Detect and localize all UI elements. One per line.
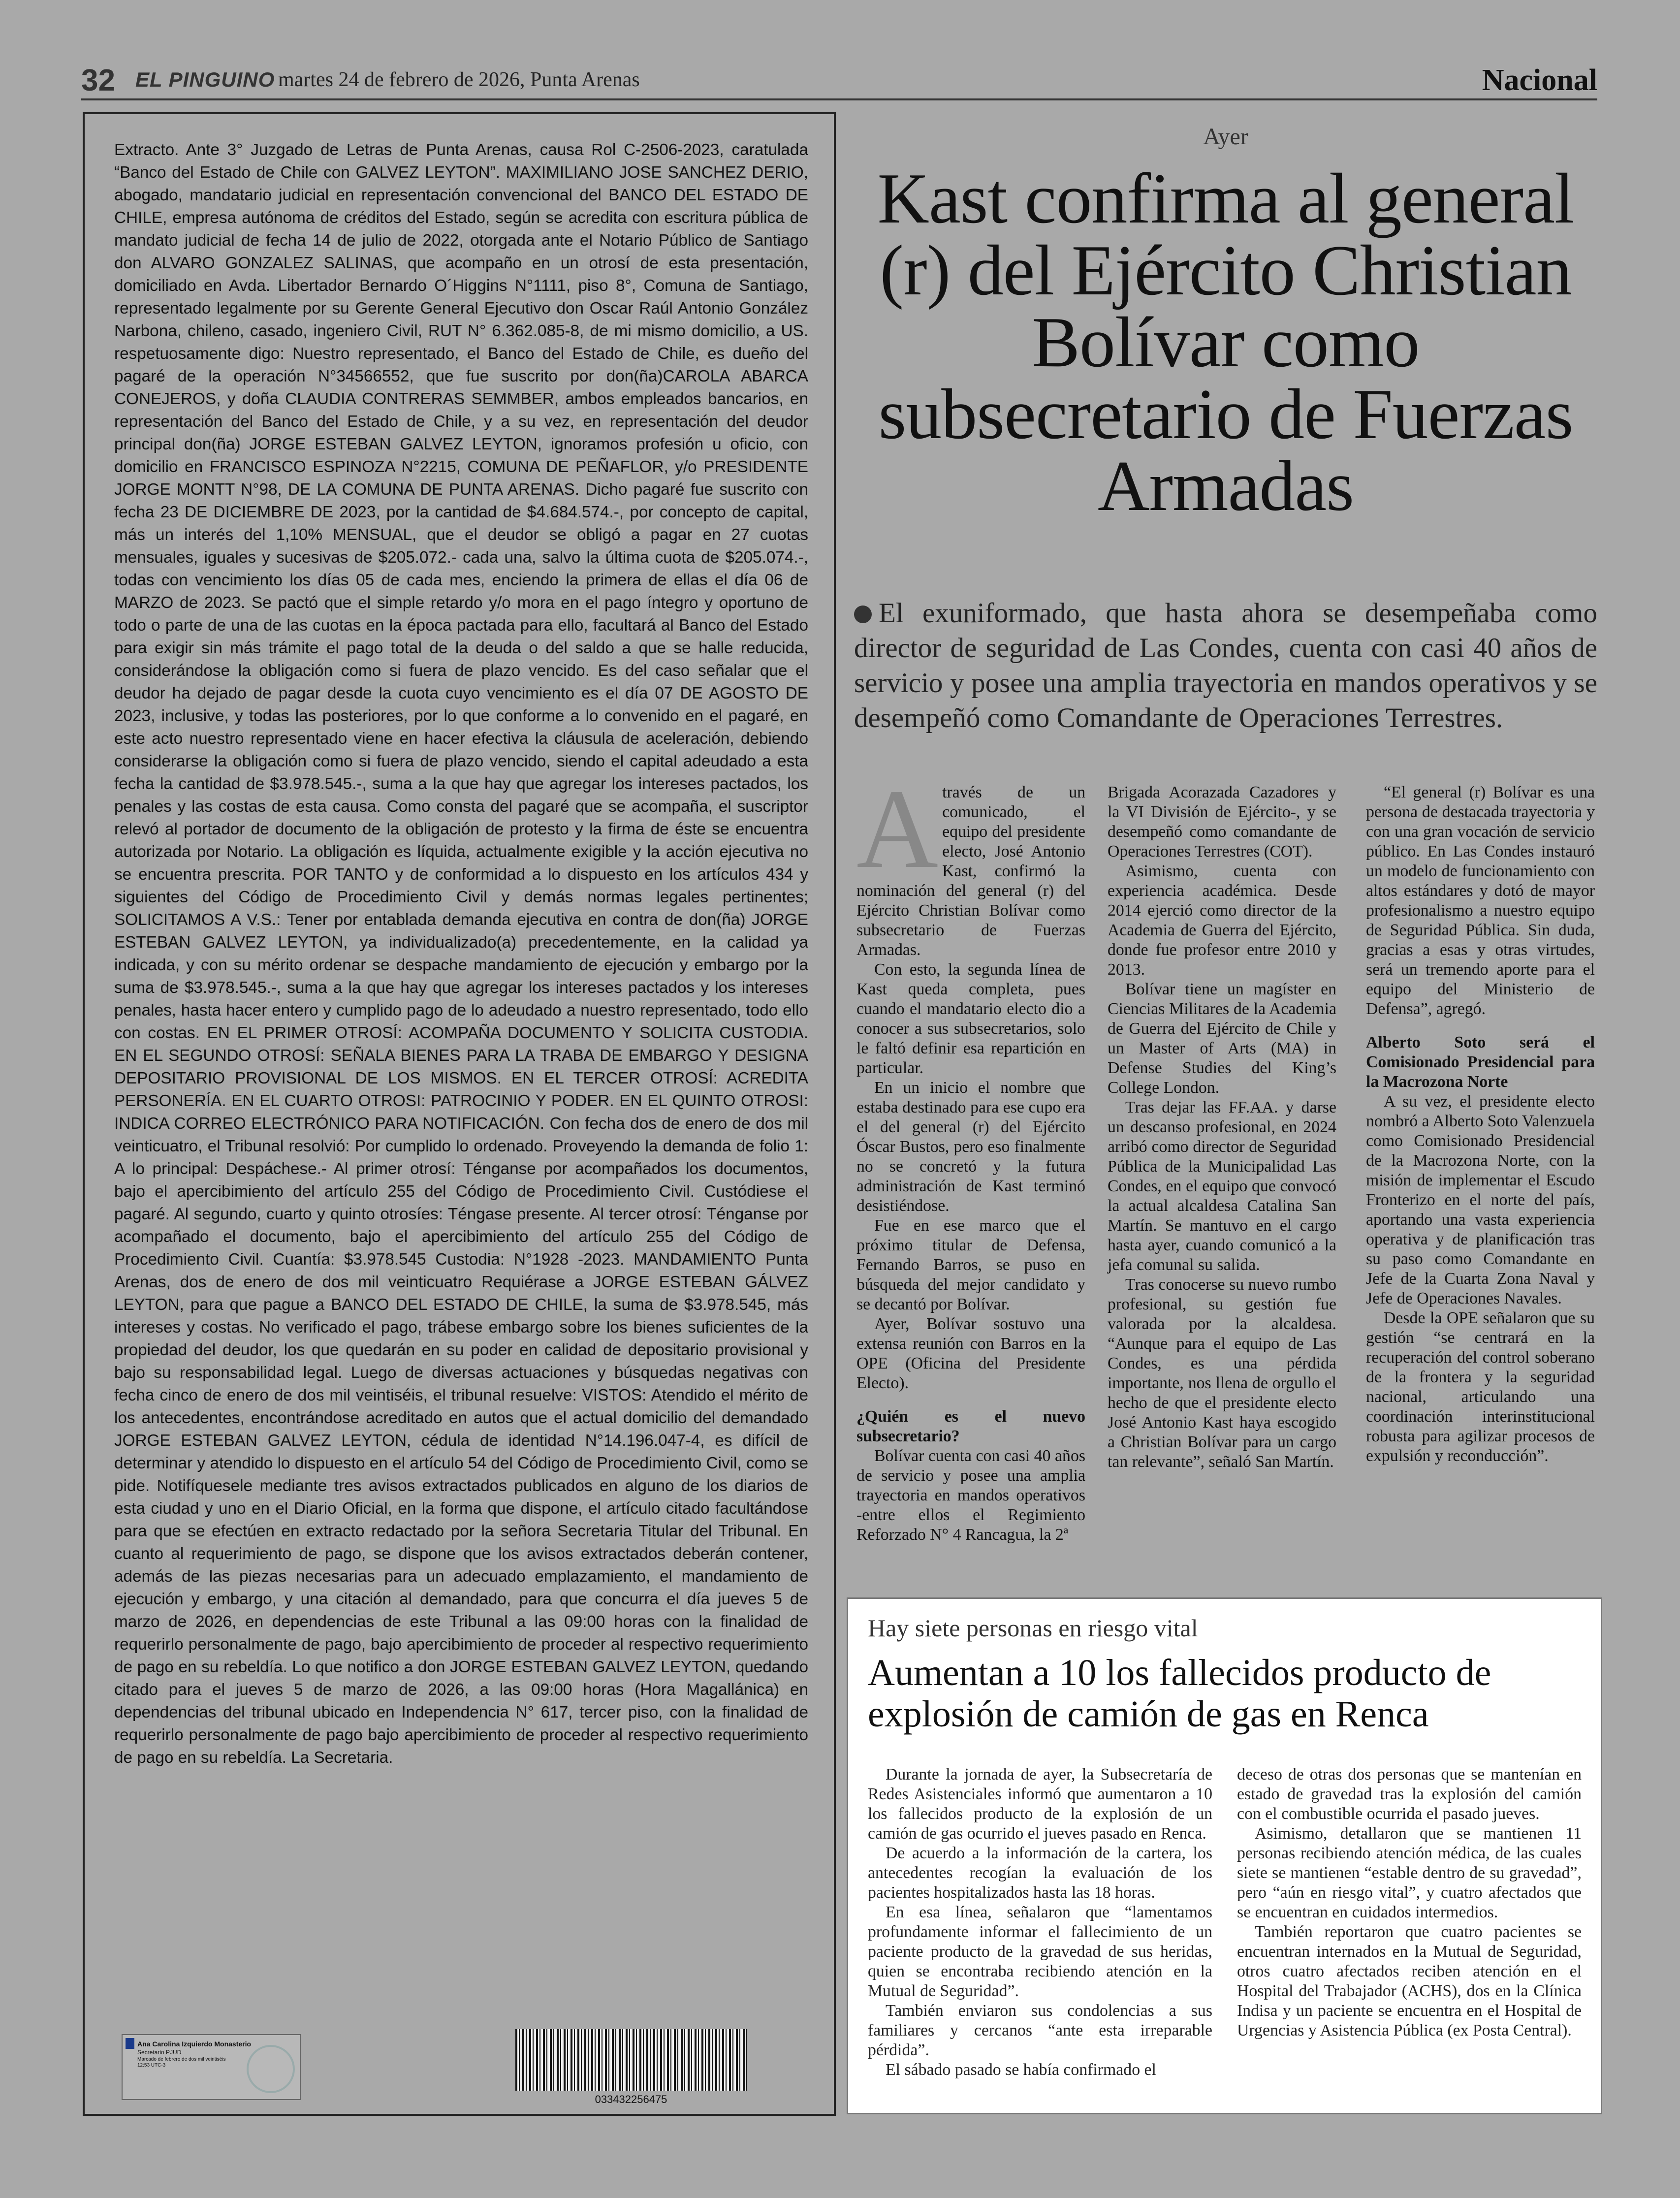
paragraph: Fue en ese marco que el próximo titular de Defensa, Fernando Barros, se puso en búsqueda del mejor candidato y se decantó por Bolívar.	[856, 1216, 1085, 1313]
dateline: martes 24 de febrero de 2026, Punta Arenas	[278, 68, 640, 91]
lock-seal-icon	[247, 2045, 295, 2093]
subheading: ¿Quién es el nuevo subsecretario?	[856, 1407, 1085, 1445]
article-column-3	[1366, 783, 1595, 1466]
legal-notice	[83, 112, 836, 2116]
article-column-1	[856, 766, 1085, 1545]
paragraph: Asimismo, cuenta con experiencia académica. Desde 2014 ejerció como director de la Academia de Guerra del Ejército, donde fue profesor entre 2010 y 2013.	[1108, 862, 1336, 979]
paragraph: “El general (r) Bolívar es una persona de destacada trayectoria y con una gran vocación de servicio público. En Las Condes instauró un modelo de funcionamiento con altos estándares y dotó de mayor profesionalismo a nuestro equipo de Seguridad Pública. Sin duda, gracias a esas y otras virtudes, será un tremendo aporte para el equipo del Ministerio de Defensa”, agregó.	[1366, 783, 1595, 1018]
secondary-kicker: Hay siete personas en riesgo vital	[868, 1614, 1198, 1642]
paragraph: A su vez, el presidente electo nombró a Alberto Soto Valenzuela como Comisionado Presidencial de la Macrozona Norte, con la misión de implementar el Escudo Fronterizo en el norte del país, aportando una vasta experiencia operativa y de planificación tras su paso como Comandante en Jefe de la Cuarta Zona Naval y Jefe de Operaciones Navales.	[1366, 1092, 1595, 1307]
secondary-headline: Aumentan a 10 los fallecidos producto de explosión de camión de gas en Renca	[868, 1652, 1491, 1735]
page-header	[81, 63, 1597, 102]
paragraph: El sábado pasado se había confirmado el	[886, 2061, 1156, 2079]
paragraph: Durante la jornada de ayer, la Subsecretaría de Redes Asistenciales informó que aumentaron a 10 los fallecidos producto de la explosión de un camión de gas ocurrido el jueves pasado en Renca.	[868, 1765, 1212, 1843]
newspaper-name: EL PINGUINO	[135, 68, 275, 91]
drop-cap: A	[856, 766, 939, 892]
barcode	[515, 2029, 747, 2091]
paragraph: Bolívar cuenta con casi 40 años de servicio y posee una amplia trayectoria en mandos operativos -entre ellos el Regimiento Reforzado N° 4 Rancagua, la 2ª	[856, 1447, 1085, 1544]
barcode-number: 033432256475	[595, 2093, 667, 2105]
page-number: 32	[81, 64, 115, 97]
secondary-column-2	[1237, 1765, 1582, 2040]
secondary-article	[847, 1597, 1602, 2114]
article-column-2	[1108, 783, 1336, 1472]
paragraph: Bolívar tiene un magíster en Ciencias Militares de la Academia de Guerra del Ejército de Chile y un Master of Arts (MA) in Defense Studies del King’s College London.	[1108, 980, 1336, 1097]
subheading: Alberto Soto será el Comisionado Presidencial para la Macrozona Norte	[1366, 1033, 1595, 1091]
paragraph: Desde la OPE señalaron que su gestión “se centrará en la recuperación del control soberano de la frontera y la seguridad nacional, articulando una coordinación interinstitucional robusta para agilizar procesos de expulsión y reconducción”.	[1366, 1309, 1595, 1465]
article-headline: Kast confirma al general (r) del Ejército Christian Bolívar como subsecretario de Fuerzas Armadas	[877, 159, 1574, 526]
paragraph: Tras dejar las FF.AA. y darse un descanso profesional, en 2024 arribó como director de Seguridad Pública de la Municipalidad Las Condes, en el equipo que convocó la actual alcaldesa Catalina San Martín. Se mantuvo en el cargo hasta ayer, cuando comunicó a la jefa comunal su salida.	[1108, 1098, 1336, 1274]
electronic-signature	[122, 2034, 301, 2100]
paragraph: En un inicio el nombre que estaba destinado para ese cupo era el del general (r) del Ejército Óscar Bustos, pero eso finalmente no se concretó y la futura administración de Kast terminó desistiéndose.	[856, 1079, 1085, 1215]
flag-icon	[126, 2038, 134, 2049]
paragraph: De acuerdo a la información de la cartera, los antecedentes recogían la evaluación de los pacientes hospitalizados hasta las 18 horas.	[868, 1844, 1212, 1902]
paragraph: Asimismo, detallaron que se mantienen 11 personas recibiendo atención médica, de las cuales siete se mantienen “estable dentro de su gravedad”, pero “aún en riesgo vital”, y cuatro afectados que se encuentran en cuidados intermedios.	[1237, 1824, 1582, 1921]
paragraph: También reportaron que cuatro pacientes se encuentran internados en la Mutual de Seguridad, otros cuatro afectados reciben atención en el Hospital del Trabajador (ACHS), dos en la Clínica Indisa y un paciente se encuentra en el Hospital de Urgencias y Asistencia Pública (ex Posta Central).	[1237, 1923, 1582, 2039]
article-kicker: Ayer	[1203, 124, 1248, 150]
paragraph: Ayer, Bolívar sostuvo una extensa reunión con Barros en la OPE (Oficina del Presidente Electo).	[856, 1315, 1085, 1392]
paragraph: través de un comunicado, el equipo del presidente electo, José Antonio Kast, confirmó la nominación del general (r) del Ejército Christian Bolívar como subsecretario de Fuerzas Armadas.	[856, 783, 1085, 959]
paragraph: También enviaron sus condolencias a sus familiares y cercanos “ante esta irreparable pérdida”.	[868, 2002, 1212, 2059]
paragraph: deceso de otras dos personas que se mantenían en estado de gravedad tras la explosión del camión con el combustible ocurrida el pasado jueves.	[1237, 1765, 1582, 1823]
secondary-column-1	[868, 1765, 1212, 2080]
signature-name: Ana Carolina Izquierdo Monasterio	[137, 2040, 252, 2048]
bullet-icon	[854, 605, 872, 623]
signature-role: Secretario PJUD	[137, 2049, 182, 2056]
header-rule	[81, 98, 1597, 100]
section-name: Nacional	[1482, 64, 1597, 97]
paragraph: Tras conocerse su nuevo rumbo profesional, su gestión fue valorada por la alcaldesa. “Aunque para el equipo de Las Condes, es una pérdida importante, nos llena de orgullo el hecho de que el presidente electo José Antonio Kast haya escogido a Christian Bolívar para un cargo tan relevante”, señaló San Martín.	[1108, 1275, 1336, 1471]
legal-notice-text: Extracto. Ante 3° Juzgado de Letras de Punta Arenas, causa Rol C-2506-2023, caratulada “Banco del Estado de Chile con GALVEZ LEYTON”. MAXIMILIANO JOSE SANCHEZ DERIO, abogado, mandatario judicial en representación convencional del BANCO DEL ESTADO DE CHILE, empresa autónoma de créditos del Estado, según se acredita con escritura pública de mandato judicial de fecha 14 de julio de 2022, otorgada ante el Notario Público de Santiago don ALVARO GONZALEZ SALINAS, que acompaño en un otrosí de esta presentación, domiciliado en Avda. Libertador Bernardo O´Higgins N°1111, piso 8°, Comuna de Santiago, representado legalmente por su Gerente General Ejecutivo don Oscar Raúl Antonio González Narbona, chileno, casado, ingeniero Civil, RUT N° 6.362.085-8, de mi mismo domicilio, a US. respetuosamente digo: Nuestro representado, el Banco del Estado de Chile, es dueño del pagaré de la operación N°34566552, que fue suscrito por don(ña)CAROLA ABARCA CONEJEROS, y doña CLAUDIA CONTRERAS SEMMBER, ambos empleados bancarios, en representación del Banco del Estado de Chile, y a su vez, en representación del deudor principal don(ña) JORGE ESTEBAN GALVEZ LEYTON, ignoramos profesión u oficio, con domicilio en FRANCISCO ESPINOZA N°2215, COMUNA DE PEÑAFLOR, y/o PRESIDENTE JORGE MONTT N°98, DE LA COMUNA DE PUNTA ARENAS. Dicho pagaré fue suscrito con fecha 23 DE DICIEMBRE DE 2023, por la cantidad de $4.684.574.-, por concepto de capital, más un interés del 1,10% MENSUAL, que el deudor se obligó a pagar en 27 cuotas mensuales, iguales y sucesivas de $205.072.- cada una, salvo la última cuota de $205.074.-, todas con vencimiento los días 05 de cada mes, enciendo la primera de ellas el día 06 de MARZO de 2023. Se pactó que el simple retardo y/o mora en el pago íntegro y oportuno de todo o parte de una de las cuotas en la época pactada para ello, facultará al Banco del Estado para exigir sin más trámite el pago total de la deuda o del saldo a que se halle reducida, considerándose la obligación como si fuera de plazo vencido. Es del caso señalar que el deudor ha dejado de pagar desde la cuota cuyo vencimiento es el día 07 DE AGOSTO DE 2023, inclusive, y todas las posteriores, por lo que conforme a lo convenido en el pagaré, en este acto nuestro representado viene en hacer efectiva la cláusula de aceleración, debiendo considerarse la obligación como si fuera de plazo vencido, siendo el capital adeudado a esta fecha la cantidad de $3.978.545.-, suma a la que hay que agregar los intereses pactados, los penales y las costas de esta causa. Como consta del pagaré que se acompaña, el suscriptor relevó al portador de documento de la obligación de protesto y la firma de éste se encuentra autorizada por Notario. La obligación es líquida, actualmente exigible y la acción ejecutiva no se encuentra prescrita. POR TANTO y de conformidad a lo dispuesto en los artículos 434 y siguientes del Código de Procedimiento Civil y demás normas legales pertinentes; SOLICITAMOS A V.S.: Tener por entablada demanda ejecutiva en contra de don(ña) JORGE ESTEBAN GALVEZ LEYTON, ya individualizado(a) precedentemente, en la calidad ya indicada, y con su mérito ordenar se despache mandamiento de ejecución y embargo por la suma de $3.978.545.-, suma a la que hay que agregar los intereses pactados y los intereses penales, hasta hacer entero y cumplido pago de lo adeudado a nuestro representado, todo ello con costas. EN EL PRIMER OTROSÍ: ACOMPAÑA DOCUMENTO Y SOLICITA CUSTODIA. EN EL SEGUNDO OTROSÍ: SEÑALA BIENES PARA LA TRABA DE EMBARGO Y DESIGNA DEPOSITARIO PROVISIONAL DE LOS MISMOS. EN EL TERCER OTROSÍ: ACREDITA PERSONERÍA. EN EL CUARTO OTROSI: PATROCINIO Y PODER. EN EL QUINTO OTROSI: INDICA CORREO ELECTRÓNICO PARA NOTIFICACIÓN. Con fecha dos de enero de dos mil veinticuatro, el Tribunal resolvió: Por cumplido lo ordenado. Proveyendo la demanda de folio 1: A lo principal: Despáchese.- Al primer otrosí: Ténganse por acompañados los documentos, bajo el apercibimiento del artículo 255 del Código de Procedimiento Civil. Custódiese el pagaré. Al segundo, cuarto y quinto otrosíes: Téngase presente. Al tercer otrosí: Ténganse por acompañado el documento, bajo el apercibimiento del artículo 255 del Código de Procedimiento Civil. Cuantía: $3.978.545 Custodia: N°1928 -2023. MANDAMIENTO Punta Arenas, dos de enero de dos mil veinticuatro Requiérase a JORGE ESTEBAN GÁLVEZ LEYTON, para que pague a BANCO DEL ESTADO DE CHILE, la suma de $3.978.545, más intereses y costas. No verificado el pago, trábese embargo sobre los bienes suficientes de la propiedad del deudor, los que quedarán en su poder en calidad de depositario provisional y bajo su responsabilidad legal. Luego de diversas actuaciones y búsquedas negativas con fecha cinco de enero de dos mil veintiséis, el tribunal resuelve: VISTOS: Atendido el mérito de los antecedentes, encontrándose acreditado en autos que el actual domicilio del demandado JORGE ESTEBAN GALVEZ LEYTON, cédula de identidad N°14.196.047-4, es difícil de determinar y atendido lo dispuesto en el artículo 54 del Código de Procedimiento Civil, como se pide. Notifíquesele mediante tres avisos extractados publicados en alguno de los diarios de esta ciudad y uno en el Diario Oficial, en la forma que dispone, el artículo citado facultándose para que se efectúen en extracto redactado por la señora Secretaria Titular del Tribunal. En cuanto al requerimiento de pago, se dispone que los avisos extractados deberán contener, además de las piezas necesarias para un adecuado emplazamiento, el mandamiento de ejecución y embargo, y una citación al demandado, para que concurra el día jueves 5 de marzo de 2026, en dependencias de este Tribunal a las 09:00 horas con la finalidad de requerirlo personalmente de pago, bajo apercibimiento de proceder al respectivo requerimiento de pago en su rebeldía. Lo que notifico a don JORGE ESTEBAN GALVEZ LEYTON, quedando citado para el jueves 5 de marzo de 2026, a las 09:00 horas (Hora Magallánica) en dependencias del tribunal ubicado en Independencia N° 617, tercer piso, con la finalidad de requerirlo personalmente de pago bajo apercibimiento de proceder al respectivo requerimiento de pago en su rebeldía. La Secretaria.	[114, 141, 808, 1767]
article-deck	[854, 596, 1597, 735]
paragraph: Brigada Acorazada Cazadores y la VI División de Ejército-, y se desempeñó como comandante de Operaciones Terrestres (COT).	[1108, 783, 1336, 860]
paragraph: En esa línea, señalaron que “lamentamos profundamente informar el fallecimiento de un paciente producto de la gravedad de sus heridas, quien se encontraba recibiendo atención en la Mutual de Seguridad”.	[868, 1903, 1212, 2000]
paragraph: Con esto, la segunda línea de Kast queda completa, pues cuando el mandatario electo dio a conocer a sus subsecretarios, solo le faltó definir esa repartición en particular.	[856, 960, 1085, 1077]
deck-text: El exuniformado, que hasta ahora se desempeñaba como director de seguridad de Las Condes, cuenta con casi 40 años de servicio y posee una amplia trayectoria en mandos operativos y se desempeñó como Comandante de Operaciones Terrestres.	[854, 598, 1597, 733]
signature-date: Marcado de febrero de dos mil veintiséis 12:53 UTC-3	[137, 2057, 226, 2068]
